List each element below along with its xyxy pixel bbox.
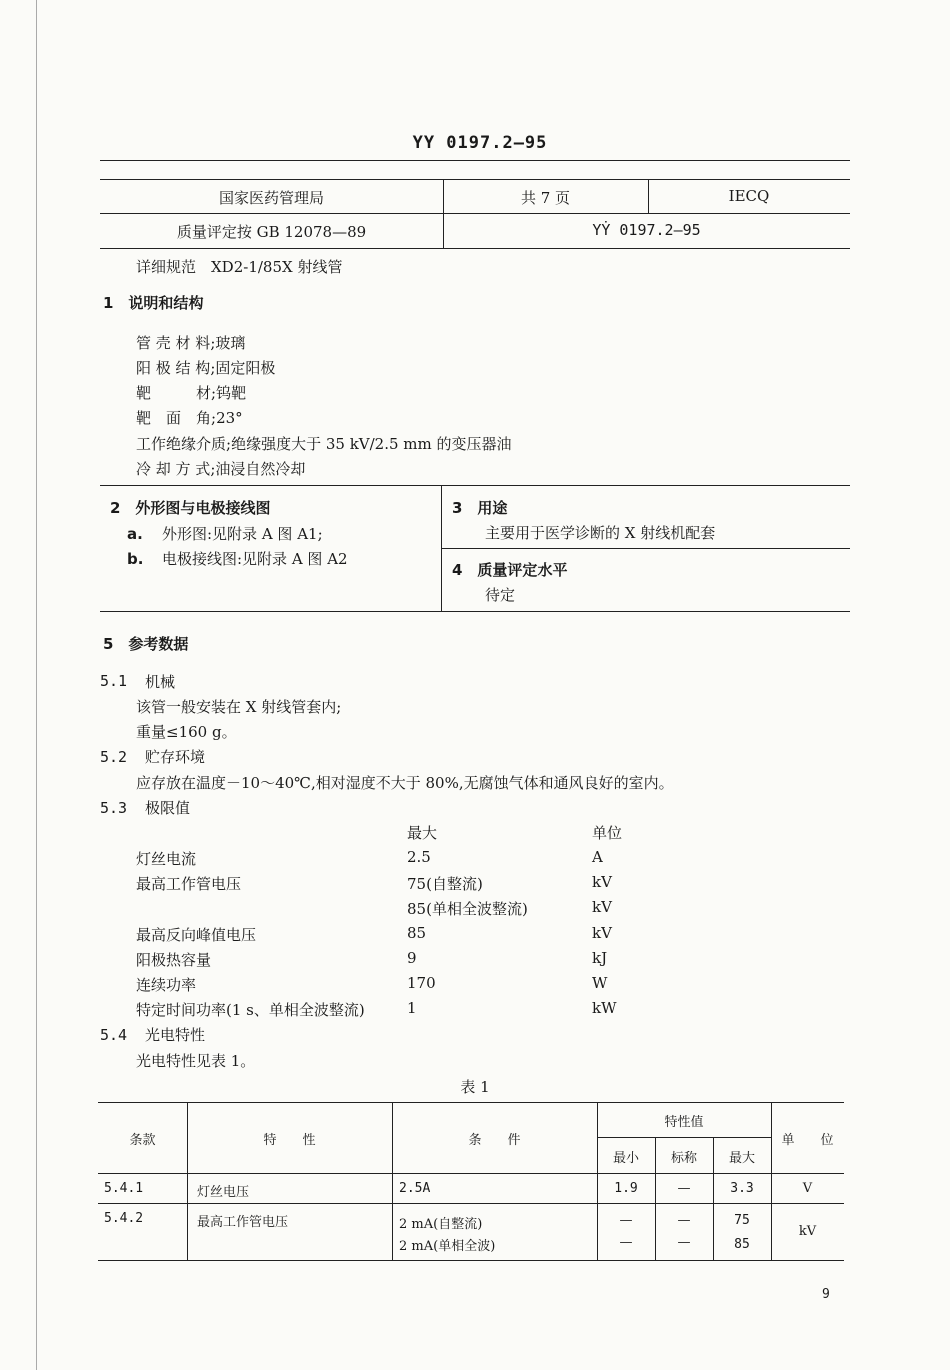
spec-value: 绝缘强度大于 35 kV/2.5 mm 的变压器油 [231,435,512,453]
section-2-heading: 2 外形图与电极接线图 [110,499,271,517]
limit-unit: kV [592,873,612,891]
spec-value: 油浸自然冷却 [215,460,306,478]
limit-name: 连续功率 [136,976,197,994]
row2-nominal-1: — [677,1213,691,1228]
page-binding-edge [36,0,37,1370]
limit-name: 阳极热容量 [136,951,212,969]
limits-max-header: 最大 [407,824,438,842]
th-nominal: 标称 [670,1151,697,1166]
spec-label: 靶 材 [136,384,212,402]
th-condition: 条 件 [468,1133,521,1148]
subsection-number: 5.3 [100,799,128,817]
section-5-heading: 5 参考数据 [103,635,189,653]
page-number: 9 [822,1287,830,1302]
subsection-title: 极限值 [145,799,191,817]
paragraph: 该管一般安装在 X 射线管套内; [136,698,342,716]
limit-unit: kW [592,999,617,1017]
spec-item: 靶 材;钨靶 [136,384,247,402]
row2-condition-1: 2 mA(自整流) [399,1217,483,1232]
row1-clause: 5.4.1 [104,1181,144,1196]
section-3-text: 主要用于医学诊断的 X 射线机配套 [485,524,716,542]
th-min: 最小 [612,1151,639,1166]
rule [100,485,850,486]
spec-item: 管 壳 材 料;玻璃 [136,334,246,352]
limit-unit: kV [592,898,612,916]
item-text: 电极接线图:见附录 A 图 A2 [162,550,348,568]
row2-nominal-2: — [677,1235,691,1250]
row2-condition-2: 2 mA(单相全波) [399,1239,496,1254]
rule [98,1203,844,1204]
subsection-title: 贮存环境 [145,748,206,766]
rule [100,248,850,249]
org-code: IECQ [728,187,770,205]
paragraph: 光电特性见表 1。 [136,1052,256,1070]
subsection-title: 机械 [145,673,176,691]
rule [100,213,850,214]
row1-condition: 2.5A [399,1181,431,1196]
th-unit: 单 位 [781,1133,834,1148]
paragraph: 重量≤160 g。 [136,723,237,741]
rule [100,160,850,161]
limit-name: 灯丝电流 [136,850,197,868]
spec-item: 靶 面 角;23° [136,409,243,427]
row2-max-2: 85 [734,1237,750,1252]
limit-max: 2.5 [407,848,431,866]
rule [100,611,850,612]
section-4-text: 待定 [485,586,516,604]
limit-max: 170 [407,974,436,992]
authority: 国家医药管理局 [218,189,324,207]
row2-min-1: — [619,1213,633,1228]
row2-clause: 5.4.2 [104,1211,144,1226]
spec-label: 靶 面 角 [136,409,212,427]
row2-characteristic: 最高工作管电压 [197,1215,289,1230]
limit-unit: A [592,848,603,866]
spec-item: 阳 极 结 构;固定阳极 [136,359,276,377]
rule [98,1260,844,1261]
section-1-heading: 1 说明和结构 [103,294,204,312]
spec-item: 冷 却 方 式;油浸自然冷却 [136,460,306,478]
limits-unit-header: 单位 [592,824,623,842]
subsection-title: 光电特性 [145,1026,206,1044]
row2-min-2: — [619,1235,633,1250]
rule [597,1137,771,1138]
rule [392,1102,393,1260]
paragraph: 应存放在温度－10～40℃,相对湿度不大于 80%,无腐蚀气体和通风良好的室内。 [136,774,674,792]
rule [187,1102,188,1260]
spec-item: 工作绝缘介质;绝缘强度大于 35 kV/2.5 mm 的变压器油 [136,435,512,453]
spec-label: 阳 极 结 构 [136,359,211,377]
limit-unit: kV [592,924,612,942]
row1-characteristic: 灯丝电压 [197,1185,250,1200]
table-caption: 表 1 [460,1078,490,1096]
limit-max: 85(单相全波整流) [407,900,528,918]
limit-name: 最高反向峰值电压 [136,926,257,944]
spec-label: 工作绝缘介质 [136,435,227,453]
row2-unit: kV [798,1224,817,1239]
spec-value: 23° [216,409,243,427]
standard-id-header: YY 0197.2—95 [412,133,548,153]
spec-value: 钨靶 [216,384,247,402]
subsection-number: 5.1 [100,672,128,690]
section-3-heading: 3 用途 [452,499,508,517]
row1-nominal: — [677,1181,691,1196]
page-count: 共 7 页 [520,189,571,207]
limit-max: 75(自整流) [407,875,483,893]
limit-max: 1 [407,999,417,1017]
row1-max: 3.3 [730,1181,754,1196]
row1-min: 1.9 [614,1181,638,1196]
spec-value: 固定阳极 [215,359,276,377]
th-characteristic: 特 性 [263,1133,316,1148]
section-4-heading: 4 质量评定水平 [452,561,568,579]
rule [441,548,850,549]
subsection-number: 5.4 [100,1026,128,1044]
subsection-number: 5.2 [100,748,128,766]
th-clause: 条款 [129,1133,156,1148]
rule [98,1102,844,1103]
item-marker: b. [127,550,144,568]
limit-name: 特定时间功率(1 s、单相全波整流) [136,1001,365,1019]
limit-unit: kJ [592,949,608,967]
th-max: 最大 [728,1151,755,1166]
section-2-item-b [127,548,348,569]
rule [100,179,850,180]
th-values: 特性值 [664,1115,704,1130]
limit-max: 85 [407,924,427,942]
standard-number: YẎ 0197.2—95 [592,221,701,239]
item-text: 外形图:见附录 A 图 A1; [162,525,323,543]
row1-unit: V [802,1181,813,1196]
spec-title: 详细规范 XD2-1/85X 射线管 [136,258,343,276]
limit-unit: W [592,974,608,992]
limit-name: 最高工作管电压 [136,875,242,893]
section-2-item-a [127,523,323,544]
row2-max-1: 75 [734,1213,750,1228]
rule [98,1173,844,1174]
item-marker: a. [127,525,143,543]
limit-max: 9 [407,949,417,967]
assessment-basis: 质量评定按 GB 12078—89 [176,223,367,241]
spec-label: 管 壳 材 料 [136,334,211,352]
spec-label: 冷 却 方 式 [136,460,211,478]
spec-value: 玻璃 [215,334,246,352]
